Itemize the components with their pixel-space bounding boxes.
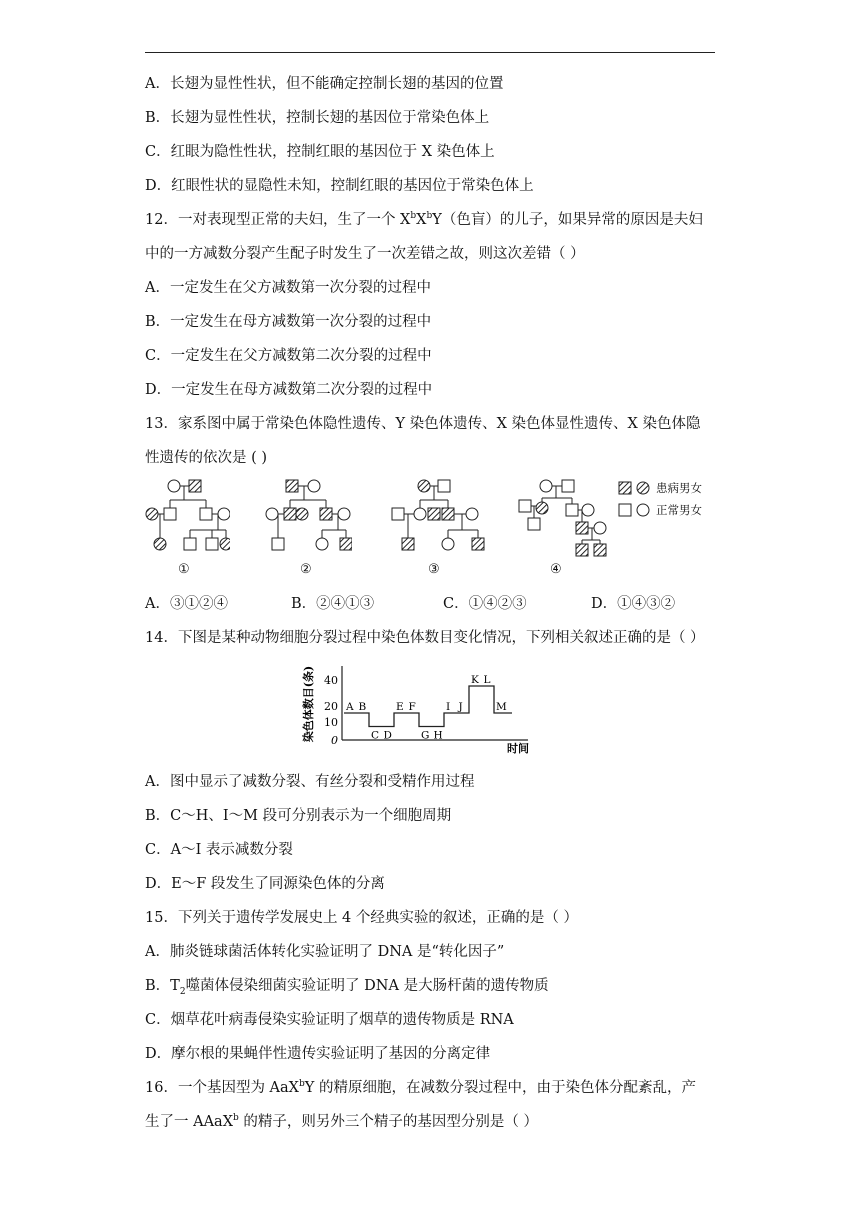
point-label-G: G	[421, 729, 430, 742]
q11-option-a: A．长翅为显性性状，但不能确定控制长翅的基因的位置	[145, 76, 504, 92]
q11-option-c: C．红眼为隐性性状，控制红眼的基因位于 X 染色体上	[145, 144, 495, 160]
pedigree-2-label: ②	[300, 562, 312, 577]
legend-normal	[618, 502, 702, 518]
pedigree-2	[262, 478, 352, 563]
point-label-M: M	[496, 701, 507, 713]
chart-line-series	[344, 686, 512, 727]
point-label-K: K	[471, 674, 479, 686]
pedigree-4-label: ④	[550, 562, 562, 577]
q13-choices	[145, 592, 715, 613]
q13-choice-a: A．③①②④	[145, 596, 228, 612]
q12-option-d: D．一定发生在母方减数第二次分裂的过程中	[145, 382, 433, 398]
pedigree-1	[140, 478, 230, 563]
pedigree-legend	[618, 480, 702, 524]
q13-stem-line2: 性遗传的依次是 ( )	[145, 450, 268, 466]
q11-option-d: D．红眼性状的显隐性未知，控制红眼的基因位于常染色体上	[145, 178, 534, 194]
chart-point-labels	[345, 674, 507, 742]
point-label-J: J	[458, 701, 463, 713]
pedigree-1-label: ①	[178, 562, 190, 577]
ytick-20: 20	[324, 700, 338, 713]
point-label-D: D	[383, 729, 392, 742]
q15-stem: 15．下列关于遗传学发展史上 4 个经典实验的叙述，正确的是（ ）	[145, 910, 579, 926]
point-label-I: I	[446, 701, 451, 713]
chromosome-chart	[300, 660, 540, 759]
q15-option-d: D．摩尔根的果蝇伴性遗传实验证明了基因的分离定律	[145, 1046, 491, 1062]
q15-option-c: C．烟草花叶病毒侵染实验证明了烟草的遗传物质是 RNA	[145, 1012, 514, 1028]
legend-normal-label: 正常男女	[656, 503, 702, 517]
q12-option-c: C．一定发生在父方减数第二次分裂的过程中	[145, 348, 432, 364]
q16-stem-line1: 16．一个基因型为 AaX$^b$Y 的精原细胞，在减数分裂过程中，由于染色体分配紊乱，产	[145, 1079, 696, 1096]
point-label-C: C	[371, 729, 380, 742]
header-rule	[145, 52, 715, 53]
point-label-F: F	[408, 701, 416, 713]
q14-option-b: B．C～H、I～M 段可分别表示为一个细胞周期	[145, 808, 452, 824]
q15-option-b: B．$T_2$噬菌体侵染细菌实验证明了 DNA 是大肠杆菌的遗传物质	[145, 978, 549, 997]
q15-option-a: A．肺炎链球菌活体转化实验证明了 DNA 是“转化因子”	[145, 944, 505, 960]
chromosome-count-line	[344, 686, 512, 727]
legend-affected	[618, 480, 702, 496]
q12-stem-line2: 中的一方减数分裂产生配子时发生了一次差错之故，则这次差错（ ）	[145, 246, 585, 262]
legend-affected-label: 患病男女	[656, 481, 702, 495]
q12-stem-line1: 12．一对表现型正常的夫妇，生了一个 $X^bX^bY$（色盲）的儿子，如果异常的原因是夫妇	[145, 211, 703, 228]
q12-option-b: B．一定发生在母方减数第一次分裂的过程中	[145, 314, 432, 330]
point-label-B: B	[358, 701, 367, 713]
q16-stem-line2: 生了一 AAaX$^b$ 的精子，则另外三个精子的基因型分别是（ ）	[145, 1113, 539, 1130]
q13-choice-b: B．②④①③	[291, 596, 375, 612]
q14-option-c: C．A～I 表示减数分裂	[145, 842, 293, 858]
pedigree-3	[388, 478, 488, 563]
point-label-A: A	[346, 701, 354, 713]
q14-option-a: A．图中显示了减数分裂、有丝分裂和受精作用过程	[145, 774, 475, 790]
q12-option-a: A．一定发生在父方减数第一次分裂的过程中	[145, 280, 431, 296]
ytick-0: 0	[331, 734, 338, 747]
pedigree-3-label: ③	[428, 562, 440, 577]
point-label-H: H	[433, 729, 443, 742]
point-label-L: L	[483, 674, 491, 686]
ytick-40: 40	[324, 674, 338, 687]
q11-option-b: B．长翅为显性性状，控制长翅的基因位于常染色体上	[145, 110, 490, 126]
pedigree-4	[516, 478, 616, 563]
ytick-10: 10	[324, 716, 338, 729]
chart-ylabel: 染色体数目(条)	[302, 665, 315, 743]
chart-xlabel: 时间	[507, 742, 529, 755]
q14-option-d: D．E～F 段发生了同源染色体的分离	[145, 876, 385, 892]
point-label-E: E	[396, 701, 404, 713]
q13-choice-d: D．①④③②	[591, 596, 676, 612]
q14-stem: 14．下图是某种动物细胞分裂过程中染色体数目变化情况，下列相关叙述正确的是（ ）	[145, 630, 705, 646]
q13-choice-c: C．①④②③	[443, 596, 527, 612]
q13-stem-line1: 13．家系图中属于常染色体隐性遗传、Y 染色体遗传、X 染色体显性遗传、X 染色体隐	[145, 416, 701, 432]
